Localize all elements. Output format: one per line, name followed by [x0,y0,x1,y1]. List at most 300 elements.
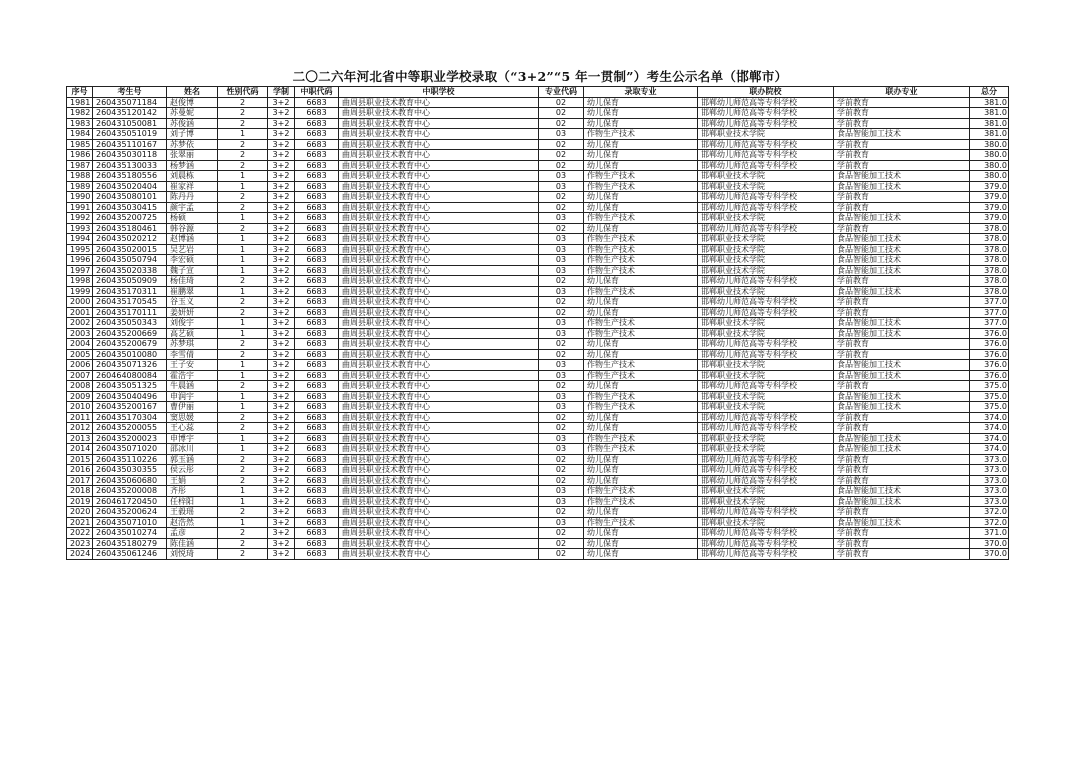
name-cell: 杨梦涵 [167,160,218,171]
name-cell: 吴艺岩 [167,244,218,255]
gender-code-cell: 1 [218,517,268,528]
table-row [67,549,1009,560]
partner-college-cell: 邯郸幼儿师范高等专科学校 [698,349,834,360]
duration-cell: 3+2 [268,307,295,318]
major-cell: 幼儿保育 [584,202,698,213]
major-cell: 作物生产技术 [584,265,698,276]
major-cell: 幼儿保育 [584,297,698,308]
seq-cell: 1983 [67,118,93,129]
major-code-cell: 02 [539,507,584,518]
major-cell: 幼儿保育 [584,97,698,108]
name-cell: 邵冰川 [167,444,218,455]
partner-major-cell: 学前教育 [834,538,970,549]
exam-id-cell: 260435200679 [93,339,167,350]
table-row [67,412,1009,423]
exam-id-cell: 260435061246 [93,549,167,560]
partner-major-cell: 学前教育 [834,307,970,318]
duration-cell: 3+2 [268,370,295,381]
score-cell: 374.0 [970,423,1009,434]
gender-code-cell: 1 [218,171,268,182]
score-cell: 379.0 [970,202,1009,213]
partner-college-cell: 邯郸幼儿师范高等专科学校 [698,118,834,129]
school-cell: 曲周县职业技术教育中心 [339,276,539,287]
name-cell: 崔鹏翠 [167,286,218,297]
major-cell: 作物生产技术 [584,234,698,245]
school-cell: 曲周县职业技术教育中心 [339,402,539,413]
school-cell: 曲周县职业技术教育中心 [339,475,539,486]
column-header: 学制 [268,87,295,98]
duration-cell: 3+2 [268,454,295,465]
name-cell: 王毅瑶 [167,507,218,518]
table-row [67,286,1009,297]
major-code-cell: 03 [539,444,584,455]
gender-code-cell: 1 [218,360,268,371]
school-code-cell: 6683 [295,255,339,266]
gender-code-cell: 1 [218,496,268,507]
table-row [67,381,1009,392]
exam-id-cell: 260435030415 [93,202,167,213]
partner-college-cell: 邯郸幼儿师范高等专科学校 [698,192,834,203]
name-cell: 孟彦 [167,528,218,539]
gender-code-cell: 2 [218,465,268,476]
partner-college-cell: 邯郸职业技术学院 [698,486,834,497]
school-code-cell: 6683 [295,129,339,140]
seq-cell: 1995 [67,244,93,255]
exam-id-cell: 260435200167 [93,402,167,413]
partner-college-cell: 邯郸职业技术学院 [698,255,834,266]
major-cell: 幼儿保育 [584,192,698,203]
table-row [67,475,1009,486]
major-cell: 幼儿保育 [584,276,698,287]
name-cell: 王娟 [167,475,218,486]
name-cell: 申博宇 [167,433,218,444]
partner-college-cell: 邯郸职业技术学院 [698,433,834,444]
school-code-cell: 6683 [295,181,339,192]
school-code-cell: 6683 [295,307,339,318]
school-cell: 曲周县职业技术教育中心 [339,349,539,360]
partner-major-cell: 学前教育 [834,528,970,539]
partner-college-cell: 邯郸幼儿师范高等专科学校 [698,160,834,171]
school-cell: 曲周县职业技术教育中心 [339,118,539,129]
major-code-cell: 02 [539,139,584,150]
partner-college-cell: 邯郸幼儿师范高等专科学校 [698,381,834,392]
major-code-cell: 03 [539,244,584,255]
major-code-cell: 02 [539,538,584,549]
school-code-cell: 6683 [295,171,339,182]
table-row [67,433,1009,444]
major-code-cell: 02 [539,465,584,476]
name-cell: 赵博涵 [167,234,218,245]
school-cell: 曲周县职业技术教育中心 [339,297,539,308]
name-cell: 刘晨栋 [167,171,218,182]
exam-id-cell: 260435020212 [93,234,167,245]
gender-code-cell: 1 [218,286,268,297]
gender-code-cell: 1 [218,402,268,413]
duration-cell: 3+2 [268,129,295,140]
major-cell: 幼儿保育 [584,475,698,486]
major-code-cell: 02 [539,202,584,213]
table-row [67,349,1009,360]
name-cell: 崔家祥 [167,181,218,192]
name-cell: 赵浩然 [167,517,218,528]
school-cell: 曲周县职业技术教育中心 [339,318,539,329]
school-cell: 曲周县职业技术教育中心 [339,171,539,182]
duration-cell: 3+2 [268,150,295,161]
school-code-cell: 6683 [295,202,339,213]
name-cell: 杨硕 [167,213,218,224]
seq-cell: 2000 [67,297,93,308]
school-cell: 曲周县职业技术教育中心 [339,538,539,549]
exam-id-cell: 260435110226 [93,454,167,465]
score-cell: 373.0 [970,486,1009,497]
name-cell: 陈丹丹 [167,192,218,203]
major-cell: 幼儿保育 [584,118,698,129]
duration-cell: 3+2 [268,223,295,234]
major-cell: 幼儿保育 [584,150,698,161]
major-cell: 作物生产技术 [584,370,698,381]
school-cell: 曲周县职业技术教育中心 [339,423,539,434]
duration-cell: 3+2 [268,496,295,507]
score-cell: 376.0 [970,349,1009,360]
school-cell: 曲周县职业技术教育中心 [339,507,539,518]
table-row [67,538,1009,549]
partner-college-cell: 邯郸幼儿师范高等专科学校 [698,412,834,423]
partner-college-cell: 邯郸幼儿师范高等专科学校 [698,150,834,161]
seq-cell: 1986 [67,150,93,161]
school-cell: 曲周县职业技术教育中心 [339,181,539,192]
gender-code-cell: 2 [218,139,268,150]
major-cell: 幼儿保育 [584,139,698,150]
table-header-row [67,87,1009,98]
partner-major-cell: 学前教育 [834,549,970,560]
duration-cell: 3+2 [268,412,295,423]
duration-cell: 3+2 [268,381,295,392]
gender-code-cell: 1 [218,370,268,381]
seq-cell: 2023 [67,538,93,549]
name-cell: 张翠丽 [167,150,218,161]
gender-code-cell: 2 [218,381,268,392]
partner-major-cell: 学前教育 [834,150,970,161]
school-cell: 曲周县职业技术教育中心 [339,307,539,318]
school-code-cell: 6683 [295,297,339,308]
partner-major-cell: 食品智能加工技术 [834,265,970,276]
school-cell: 曲周县职业技术教育中心 [339,234,539,245]
school-cell: 曲周县职业技术教育中心 [339,412,539,423]
school-cell: 曲周县职业技术教育中心 [339,265,539,276]
major-code-cell: 03 [539,234,584,245]
score-cell: 376.0 [970,339,1009,350]
major-cell: 幼儿保育 [584,223,698,234]
major-cell: 作物生产技术 [584,433,698,444]
partner-major-cell: 学前教育 [834,202,970,213]
partner-major-cell: 食品智能加工技术 [834,181,970,192]
partner-college-cell: 邯郸职业技术学院 [698,318,834,329]
exam-id-cell: 260435080101 [93,192,167,203]
school-code-cell: 6683 [295,507,339,518]
seq-cell: 2014 [67,444,93,455]
score-cell: 372.0 [970,507,1009,518]
gender-code-cell: 2 [218,276,268,287]
partner-college-cell: 邯郸职业技术学院 [698,444,834,455]
partner-college-cell: 邯郸职业技术学院 [698,265,834,276]
seq-cell: 2005 [67,349,93,360]
seq-cell: 1992 [67,213,93,224]
partner-college-cell: 邯郸幼儿师范高等专科学校 [698,139,834,150]
name-cell: 李宏硕 [167,255,218,266]
major-code-cell: 02 [539,549,584,560]
score-cell: 380.0 [970,150,1009,161]
score-cell: 374.0 [970,444,1009,455]
partner-college-cell: 邯郸幼儿师范高等专科学校 [698,549,834,560]
major-code-cell: 03 [539,370,584,381]
gender-code-cell: 2 [218,297,268,308]
score-cell: 371.0 [970,528,1009,539]
major-code-cell: 02 [539,475,584,486]
partner-college-cell: 邯郸职业技术学院 [698,517,834,528]
score-cell: 379.0 [970,181,1009,192]
score-cell: 372.0 [970,517,1009,528]
score-cell: 380.0 [970,160,1009,171]
seq-cell: 2017 [67,475,93,486]
exam-id-cell: 260435010274 [93,528,167,539]
score-cell: 380.0 [970,171,1009,182]
seq-cell: 1997 [67,265,93,276]
partner-college-cell: 邯郸幼儿师范高等专科学校 [698,108,834,119]
exam-id-cell: 260435020404 [93,181,167,192]
exam-id-cell: 260435050343 [93,318,167,329]
school-cell: 曲周县职业技术教育中心 [339,213,539,224]
partner-major-cell: 学前教育 [834,412,970,423]
score-cell: 379.0 [970,213,1009,224]
name-cell: 郭玉涵 [167,454,218,465]
school-cell: 曲周县职业技术教育中心 [339,255,539,266]
column-header: 联办院校 [698,87,834,98]
duration-cell: 3+2 [268,276,295,287]
school-cell: 曲周县职业技术教育中心 [339,339,539,350]
duration-cell: 3+2 [268,486,295,497]
gender-code-cell: 2 [218,538,268,549]
major-code-cell: 03 [539,496,584,507]
school-code-cell: 6683 [295,223,339,234]
school-code-cell: 6683 [295,402,339,413]
exam-id-cell: 260435040496 [93,391,167,402]
table-row [67,234,1009,245]
school-cell: 曲周县职业技术教育中心 [339,223,539,234]
school-cell: 曲周县职业技术教育中心 [339,129,539,140]
name-cell: 杨佳琦 [167,276,218,287]
table-row [67,370,1009,381]
exam-id-cell: 260464080084 [93,370,167,381]
exam-id-cell: 260435030355 [93,465,167,476]
partner-major-cell: 学前教育 [834,108,970,119]
school-code-cell: 6683 [295,118,339,129]
major-code-cell: 02 [539,412,584,423]
gender-code-cell: 2 [218,528,268,539]
name-cell: 齐彤 [167,486,218,497]
column-header: 专业代码 [539,87,584,98]
major-cell: 作物生产技术 [584,496,698,507]
partner-college-cell: 邯郸职业技术学院 [698,244,834,255]
table-row [67,339,1009,350]
score-cell: 370.0 [970,538,1009,549]
name-cell: 牛晨涵 [167,381,218,392]
gender-code-cell: 1 [218,181,268,192]
school-code-cell: 6683 [295,265,339,276]
duration-cell: 3+2 [268,139,295,150]
seq-cell: 2007 [67,370,93,381]
score-cell: 377.0 [970,297,1009,308]
seq-cell: 2012 [67,423,93,434]
partner-major-cell: 食品智能加工技术 [834,433,970,444]
score-cell: 378.0 [970,234,1009,245]
partner-college-cell: 邯郸幼儿师范高等专科学校 [698,276,834,287]
gender-code-cell: 2 [218,97,268,108]
school-cell: 曲周县职业技术教育中心 [339,244,539,255]
school-code-cell: 6683 [295,381,339,392]
exam-id-cell: 260435130033 [93,160,167,171]
partner-college-cell: 邯郸幼儿师范高等专科学校 [698,423,834,434]
gender-code-cell: 2 [218,423,268,434]
table-row [67,297,1009,308]
partner-college-cell: 邯郸职业技术学院 [698,328,834,339]
partner-major-cell: 学前教育 [834,97,970,108]
name-cell: 苏梦琪 [167,339,218,350]
score-cell: 381.0 [970,108,1009,119]
name-cell: 苏俊涵 [167,118,218,129]
partner-major-cell: 食品智能加工技术 [834,129,970,140]
table-row [67,328,1009,339]
duration-cell: 3+2 [268,286,295,297]
duration-cell: 3+2 [268,339,295,350]
score-cell: 373.0 [970,496,1009,507]
partner-major-cell: 学前教育 [834,160,970,171]
gender-code-cell: 2 [218,307,268,318]
school-code-cell: 6683 [295,360,339,371]
exam-id-cell: 260435071020 [93,444,167,455]
gender-code-cell: 2 [218,339,268,350]
admission-list-table [66,86,1009,560]
score-cell: 373.0 [970,454,1009,465]
partner-major-cell: 学前教育 [834,381,970,392]
column-header: 联办专业 [834,87,970,98]
duration-cell: 3+2 [268,297,295,308]
name-cell: 魏子宣 [167,265,218,276]
score-cell: 375.0 [970,381,1009,392]
major-code-cell: 02 [539,118,584,129]
name-cell: 苏曼妮 [167,108,218,119]
school-code-cell: 6683 [295,150,339,161]
major-code-cell: 03 [539,255,584,266]
school-code-cell: 6683 [295,276,339,287]
table-row [67,465,1009,476]
duration-cell: 3+2 [268,538,295,549]
seq-cell: 2024 [67,549,93,560]
gender-code-cell: 1 [218,255,268,266]
gender-code-cell: 1 [218,391,268,402]
table-row [67,507,1009,518]
duration-cell: 3+2 [268,244,295,255]
exam-id-cell: 260435051019 [93,129,167,140]
duration-cell: 3+2 [268,349,295,360]
exam-id-cell: 260435020338 [93,265,167,276]
duration-cell: 3+2 [268,475,295,486]
exam-id-cell: 260435200055 [93,423,167,434]
school-cell: 曲周县职业技术教育中心 [339,465,539,476]
partner-major-cell: 食品智能加工技术 [834,328,970,339]
exam-id-cell: 260435200624 [93,507,167,518]
name-cell: 王子安 [167,360,218,371]
school-code-cell: 6683 [295,465,339,476]
gender-code-cell: 1 [218,213,268,224]
duration-cell: 3+2 [268,171,295,182]
school-cell: 曲周县职业技术教育中心 [339,97,539,108]
major-cell: 幼儿保育 [584,549,698,560]
seq-cell: 2021 [67,517,93,528]
duration-cell: 3+2 [268,160,295,171]
duration-cell: 3+2 [268,118,295,129]
exam-id-cell: 260435200008 [93,486,167,497]
exam-id-cell: 260461720450 [93,496,167,507]
gender-code-cell: 1 [218,486,268,497]
school-code-cell: 6683 [295,391,339,402]
major-code-cell: 02 [539,339,584,350]
score-cell: 378.0 [970,244,1009,255]
seq-cell: 2015 [67,454,93,465]
table-row [67,202,1009,213]
major-cell: 幼儿保育 [584,339,698,350]
partner-major-cell: 学前教育 [834,349,970,360]
exam-id-cell: 260435110167 [93,139,167,150]
score-cell: 381.0 [970,129,1009,140]
school-code-cell: 6683 [295,433,339,444]
duration-cell: 3+2 [268,108,295,119]
partner-college-cell: 邯郸幼儿师范高等专科学校 [698,538,834,549]
table-row [67,118,1009,129]
duration-cell: 3+2 [268,391,295,402]
duration-cell: 3+2 [268,549,295,560]
partner-college-cell: 邯郸幼儿师范高等专科学校 [698,475,834,486]
name-cell: 苏梦依 [167,139,218,150]
major-code-cell: 03 [539,265,584,276]
major-cell: 作物生产技术 [584,286,698,297]
school-code-cell: 6683 [295,108,339,119]
duration-cell: 3+2 [268,97,295,108]
major-cell: 作物生产技术 [584,255,698,266]
score-cell: 370.0 [970,549,1009,560]
seq-cell: 1998 [67,276,93,287]
table-row [67,517,1009,528]
partner-major-cell: 学前教育 [834,454,970,465]
exam-id-cell: 260431050081 [93,118,167,129]
school-code-cell: 6683 [295,528,339,539]
exam-id-cell: 260435060680 [93,475,167,486]
major-code-cell: 02 [539,97,584,108]
major-code-cell: 03 [539,402,584,413]
partner-college-cell: 邯郸幼儿师范高等专科学校 [698,465,834,476]
column-header: 序号 [67,87,93,98]
gender-code-cell: 1 [218,244,268,255]
score-cell: 376.0 [970,370,1009,381]
partner-major-cell: 学前教育 [834,423,970,434]
major-code-cell: 03 [539,286,584,297]
partner-college-cell: 邯郸幼儿师范高等专科学校 [698,454,834,465]
page-title: 二〇二六年河北省中等职业学校录取（“3+2”“5 年一贯制”）考生公示名单（邯郸市） [292,69,788,84]
major-code-cell: 02 [539,276,584,287]
seq-cell: 1989 [67,181,93,192]
score-cell: 375.0 [970,402,1009,413]
school-cell: 曲周县职业技术教育中心 [339,139,539,150]
major-cell: 幼儿保育 [584,307,698,318]
